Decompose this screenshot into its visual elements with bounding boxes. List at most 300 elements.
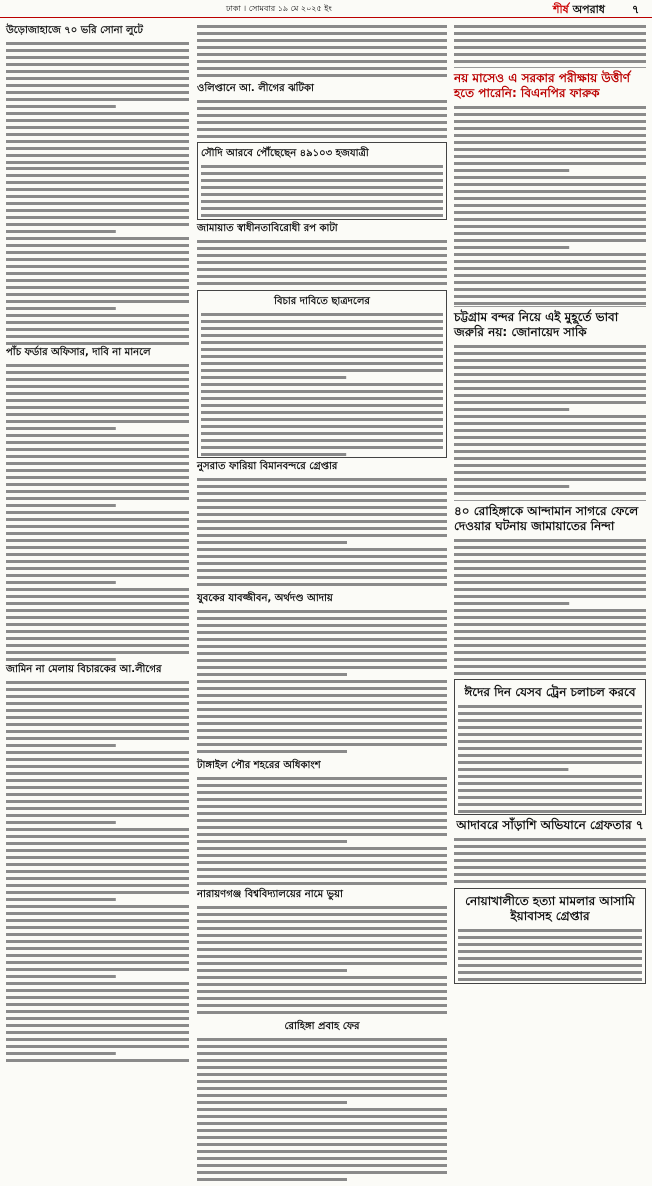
text-line bbox=[6, 133, 189, 136]
boxed-article bbox=[454, 679, 646, 815]
text-line bbox=[6, 644, 189, 647]
text-line bbox=[454, 464, 646, 467]
text-line bbox=[6, 709, 189, 712]
text-line bbox=[454, 25, 646, 28]
text-line bbox=[454, 302, 646, 305]
text-line bbox=[201, 348, 443, 351]
text-line bbox=[458, 971, 642, 974]
text-line bbox=[197, 254, 447, 257]
text-line bbox=[197, 1080, 447, 1083]
text-line bbox=[6, 434, 189, 437]
text-line bbox=[454, 602, 569, 605]
text-line bbox=[6, 63, 189, 66]
headline-life-sentence: যুবকের যাবজ্জীবন, অর্থদণ্ড আদায় bbox=[197, 593, 333, 604]
text-line bbox=[458, 803, 642, 806]
text-line bbox=[6, 385, 189, 388]
text-line bbox=[6, 195, 189, 198]
text-line bbox=[201, 376, 346, 379]
text-line bbox=[458, 957, 642, 960]
text-line bbox=[454, 60, 646, 63]
text-line bbox=[6, 1017, 189, 1020]
text-line bbox=[197, 673, 347, 676]
text-line bbox=[6, 814, 189, 817]
text-line bbox=[458, 789, 642, 792]
text-line bbox=[6, 497, 189, 500]
text-line bbox=[197, 847, 447, 850]
headline-officer-demand: পাঁচ ফর্ডার অফিসার, দাবি না মানলে bbox=[6, 347, 151, 358]
text-line bbox=[197, 791, 447, 794]
text-line bbox=[454, 127, 646, 130]
text-line bbox=[458, 761, 642, 764]
text-line bbox=[6, 779, 189, 782]
text-line bbox=[458, 810, 642, 813]
text-line bbox=[197, 927, 447, 930]
text-line bbox=[197, 955, 447, 958]
text-line bbox=[454, 46, 646, 49]
column-left bbox=[6, 22, 189, 1018]
text-line bbox=[201, 355, 443, 358]
text-line bbox=[197, 861, 447, 864]
text-line bbox=[458, 943, 642, 946]
text-line bbox=[201, 186, 443, 189]
text-line bbox=[197, 1143, 447, 1146]
text-line bbox=[197, 833, 447, 836]
text-line bbox=[454, 373, 646, 376]
text-line bbox=[454, 492, 646, 495]
text-line bbox=[197, 729, 447, 732]
text-line bbox=[6, 681, 189, 684]
text-line bbox=[6, 321, 189, 324]
text-line bbox=[201, 207, 443, 210]
text-line bbox=[6, 378, 189, 381]
text-line bbox=[197, 819, 447, 822]
text-line bbox=[197, 645, 447, 648]
text-line bbox=[6, 744, 116, 747]
text-line bbox=[6, 42, 189, 45]
text-line bbox=[6, 342, 189, 345]
text-line bbox=[454, 665, 646, 668]
text-line bbox=[454, 623, 646, 626]
text-line bbox=[197, 576, 447, 579]
text-line bbox=[197, 1101, 347, 1104]
text-line bbox=[454, 387, 646, 390]
text-lines bbox=[6, 39, 189, 164]
text-line bbox=[201, 172, 443, 175]
text-line bbox=[6, 912, 189, 915]
text-line bbox=[458, 775, 642, 778]
text-line bbox=[6, 167, 189, 170]
text-line bbox=[197, 247, 447, 250]
text-line bbox=[454, 457, 646, 460]
text-line bbox=[6, 905, 189, 908]
article-body bbox=[454, 22, 646, 64]
text-line bbox=[6, 469, 189, 472]
text-line bbox=[454, 141, 646, 144]
text-line bbox=[6, 856, 189, 859]
text-line bbox=[454, 380, 646, 383]
text-line bbox=[454, 485, 569, 488]
text-line bbox=[197, 1136, 447, 1139]
article-body bbox=[197, 903, 447, 1018]
text-line bbox=[458, 726, 642, 729]
text-line bbox=[201, 362, 443, 365]
text-line bbox=[6, 307, 116, 310]
text-line bbox=[201, 334, 443, 337]
article-body bbox=[197, 774, 447, 886]
boxed-article bbox=[197, 142, 447, 220]
text-line bbox=[197, 983, 447, 986]
text-line bbox=[6, 335, 189, 338]
text-line bbox=[6, 947, 189, 950]
text-line bbox=[454, 106, 646, 109]
text-line bbox=[6, 518, 189, 521]
text-line bbox=[197, 275, 447, 278]
text-line bbox=[454, 567, 646, 570]
text-line bbox=[197, 934, 447, 937]
text-line bbox=[201, 397, 443, 400]
text-line bbox=[197, 962, 447, 965]
text-line bbox=[197, 708, 447, 711]
text-line bbox=[197, 1108, 447, 1111]
text-line bbox=[6, 448, 189, 451]
text-lines bbox=[458, 926, 642, 981]
text-lines bbox=[197, 475, 447, 590]
text-line bbox=[6, 807, 189, 810]
text-line bbox=[6, 609, 189, 612]
text-lines bbox=[6, 164, 189, 344]
text-line bbox=[201, 193, 443, 196]
text-line bbox=[6, 637, 189, 640]
text-line bbox=[6, 1024, 189, 1027]
text-line bbox=[197, 948, 447, 951]
text-line bbox=[6, 483, 189, 486]
text-line bbox=[6, 1010, 189, 1013]
text-line bbox=[458, 950, 642, 953]
text-line bbox=[6, 926, 189, 929]
text-line bbox=[6, 546, 189, 549]
text-line bbox=[6, 723, 189, 726]
text-line bbox=[454, 352, 646, 355]
text-line bbox=[197, 135, 447, 138]
text-line bbox=[6, 758, 189, 761]
article-body bbox=[201, 162, 443, 217]
divider bbox=[454, 500, 646, 501]
text-line bbox=[454, 838, 646, 841]
text-line bbox=[454, 651, 646, 654]
text-line bbox=[197, 114, 447, 117]
text-line bbox=[197, 680, 447, 683]
text-line bbox=[201, 327, 443, 330]
headline-eid-trains: ঈদের দিন যেসব ট্রেন চলাচল করবে bbox=[464, 685, 636, 699]
text-line bbox=[454, 295, 646, 298]
text-line bbox=[6, 695, 189, 698]
text-lines bbox=[454, 22, 646, 64]
headline-gold-loot: উড়োজাহাজে ৭০ ভরি সোনা লুটে bbox=[6, 25, 143, 36]
text-line bbox=[197, 492, 447, 495]
text-line bbox=[197, 617, 447, 620]
text-line bbox=[201, 214, 443, 217]
text-line bbox=[197, 743, 447, 746]
text-line bbox=[197, 569, 447, 572]
page-header bbox=[0, 0, 652, 18]
text-line bbox=[197, 1122, 447, 1125]
text-lines bbox=[197, 903, 447, 1018]
text-line bbox=[197, 1164, 447, 1167]
article-body bbox=[454, 103, 646, 303]
text-line bbox=[6, 413, 189, 416]
text-line bbox=[454, 845, 646, 848]
text-line bbox=[197, 1038, 447, 1041]
text-line bbox=[197, 46, 447, 49]
text-line bbox=[454, 218, 646, 221]
text-line bbox=[6, 328, 189, 331]
text-line bbox=[197, 722, 447, 725]
divider bbox=[454, 67, 646, 68]
text-line bbox=[197, 1011, 447, 1014]
text-line bbox=[197, 868, 447, 871]
text-line bbox=[454, 560, 646, 563]
text-line bbox=[454, 581, 646, 584]
text-line bbox=[458, 964, 642, 967]
text-line bbox=[6, 751, 189, 754]
text-lines bbox=[454, 103, 646, 303]
text-line bbox=[6, 174, 189, 177]
text-line bbox=[6, 112, 189, 115]
text-line bbox=[197, 631, 447, 634]
headline-hajj: সৌদি আরবে পৌঁছেছেন ৪৯১০৩ হজযাত্রী bbox=[201, 148, 369, 159]
text-line bbox=[454, 450, 646, 453]
text-line bbox=[6, 1045, 189, 1048]
text-line bbox=[6, 884, 189, 887]
headline-rohingya-andaman: ৪০ রোহিঙ্গাকে আন্দামান সাগরে ফেলে দেওয়ার ঘটনায় জামায়াতের নিন্দা bbox=[454, 504, 639, 533]
text-line bbox=[6, 286, 189, 289]
text-line bbox=[6, 821, 116, 824]
text-line bbox=[454, 859, 646, 862]
text-lines bbox=[6, 678, 189, 1063]
page-number: ৭ bbox=[632, 3, 640, 16]
text-line bbox=[458, 978, 642, 981]
text-line bbox=[197, 541, 347, 544]
text-lines bbox=[197, 237, 447, 287]
boxed-article bbox=[197, 290, 447, 458]
article-body bbox=[197, 607, 447, 757]
text-line bbox=[197, 840, 347, 843]
text-line bbox=[6, 581, 116, 584]
text-line bbox=[6, 772, 189, 775]
text-line bbox=[6, 1059, 189, 1062]
text-line bbox=[454, 429, 646, 432]
text-lines bbox=[458, 702, 642, 812]
text-line bbox=[197, 1066, 447, 1069]
text-line bbox=[454, 609, 646, 612]
text-line bbox=[197, 555, 447, 558]
text-line bbox=[454, 415, 646, 418]
text-line bbox=[6, 863, 189, 866]
text-line bbox=[458, 936, 642, 939]
text-line bbox=[197, 506, 447, 509]
text-line bbox=[454, 148, 646, 151]
text-line bbox=[197, 750, 347, 753]
text-line bbox=[6, 588, 189, 591]
text-line bbox=[197, 128, 447, 131]
text-line bbox=[454, 53, 646, 56]
text-line bbox=[201, 432, 443, 435]
text-line bbox=[197, 513, 447, 516]
text-line bbox=[197, 1073, 447, 1076]
text-line bbox=[197, 976, 447, 979]
text-line bbox=[6, 91, 189, 94]
text-line bbox=[197, 534, 447, 537]
text-line bbox=[454, 553, 646, 556]
text-line bbox=[197, 499, 447, 502]
text-line bbox=[454, 162, 646, 165]
divider bbox=[454, 306, 646, 307]
text-line bbox=[6, 265, 189, 268]
article-body bbox=[6, 678, 189, 1063]
text-line bbox=[454, 288, 646, 291]
text-line bbox=[201, 390, 443, 393]
text-line bbox=[6, 504, 116, 507]
text-line bbox=[6, 314, 189, 317]
masthead-part2: অপরাধ bbox=[572, 3, 605, 16]
text-line bbox=[454, 408, 569, 411]
text-line bbox=[6, 595, 189, 598]
text-line bbox=[454, 366, 646, 369]
article-body bbox=[6, 39, 189, 164]
text-line bbox=[6, 427, 116, 430]
text-line bbox=[6, 1031, 189, 1034]
text-line bbox=[6, 399, 189, 402]
text-line bbox=[197, 261, 447, 264]
text-line bbox=[454, 211, 646, 214]
text-line bbox=[6, 272, 189, 275]
text-line bbox=[6, 209, 189, 212]
text-line bbox=[454, 183, 646, 186]
text-line bbox=[6, 954, 189, 957]
text-line bbox=[201, 418, 443, 421]
text-line bbox=[6, 968, 189, 971]
text-line bbox=[458, 782, 642, 785]
text-line bbox=[197, 736, 447, 739]
text-line bbox=[197, 100, 447, 103]
text-line bbox=[197, 60, 447, 63]
text-line bbox=[197, 478, 447, 481]
text-line bbox=[6, 616, 189, 619]
text-line bbox=[6, 1038, 189, 1041]
text-line bbox=[454, 113, 646, 116]
text-line bbox=[197, 990, 447, 993]
text-line bbox=[454, 539, 646, 542]
text-line bbox=[197, 701, 447, 704]
text-line bbox=[6, 730, 189, 733]
text-line bbox=[6, 364, 189, 367]
text-line bbox=[197, 920, 447, 923]
text-line bbox=[6, 105, 116, 108]
text-line bbox=[6, 989, 189, 992]
text-line bbox=[197, 652, 447, 655]
article-body bbox=[454, 536, 646, 676]
text-line bbox=[454, 32, 646, 35]
article-body bbox=[454, 342, 646, 497]
text-line bbox=[197, 666, 447, 669]
text-line bbox=[197, 67, 447, 70]
text-line bbox=[197, 527, 447, 530]
text-line bbox=[197, 798, 447, 801]
article-body bbox=[197, 237, 447, 287]
text-line bbox=[197, 107, 447, 110]
text-line bbox=[6, 574, 189, 577]
text-line bbox=[201, 439, 443, 442]
text-lines bbox=[454, 536, 646, 676]
article-body bbox=[197, 1035, 447, 1183]
text-line bbox=[197, 548, 447, 551]
text-line bbox=[197, 1178, 347, 1181]
text-line bbox=[6, 849, 189, 852]
text-line bbox=[6, 49, 189, 52]
article-body bbox=[197, 22, 447, 80]
text-line bbox=[6, 420, 189, 423]
text-line bbox=[6, 737, 189, 740]
text-line bbox=[197, 520, 447, 523]
text-line bbox=[458, 705, 642, 708]
text-lines bbox=[197, 607, 447, 757]
text-line bbox=[6, 126, 189, 129]
masthead-part1: শীর্ষ bbox=[553, 3, 569, 16]
text-line bbox=[6, 237, 189, 240]
text-line bbox=[454, 658, 646, 661]
headline-jamaat: জামায়াত স্বাধীনতাবিরোধী রপ কাটা bbox=[197, 223, 338, 234]
text-line bbox=[6, 933, 189, 936]
article-body bbox=[458, 926, 642, 981]
text-line bbox=[197, 1157, 447, 1160]
text-line bbox=[6, 877, 189, 880]
text-line bbox=[454, 190, 646, 193]
text-line bbox=[6, 786, 189, 789]
text-line bbox=[6, 371, 189, 374]
text-line bbox=[454, 873, 646, 876]
text-line bbox=[454, 345, 646, 348]
text-line bbox=[197, 1087, 447, 1090]
text-line bbox=[454, 595, 646, 598]
text-line bbox=[454, 260, 646, 263]
text-line bbox=[197, 812, 447, 815]
text-line bbox=[197, 659, 447, 662]
text-line bbox=[454, 120, 646, 123]
text-line bbox=[6, 567, 189, 570]
text-line bbox=[6, 940, 189, 943]
text-line bbox=[454, 574, 646, 577]
text-line bbox=[6, 300, 189, 303]
text-line bbox=[454, 630, 646, 633]
text-line bbox=[6, 975, 116, 978]
text-line bbox=[6, 702, 189, 705]
text-line bbox=[6, 532, 189, 535]
article-body bbox=[197, 97, 447, 139]
text-line bbox=[197, 715, 447, 718]
text-line bbox=[454, 672, 646, 675]
text-line bbox=[197, 694, 447, 697]
text-line bbox=[197, 913, 447, 916]
article-body bbox=[201, 310, 443, 455]
text-line bbox=[6, 181, 189, 184]
text-line bbox=[201, 341, 443, 344]
text-line bbox=[6, 251, 189, 254]
text-line bbox=[458, 740, 642, 743]
column-right bbox=[454, 22, 646, 1018]
text-line bbox=[197, 121, 447, 124]
text-line bbox=[6, 511, 189, 514]
text-line bbox=[197, 638, 447, 641]
